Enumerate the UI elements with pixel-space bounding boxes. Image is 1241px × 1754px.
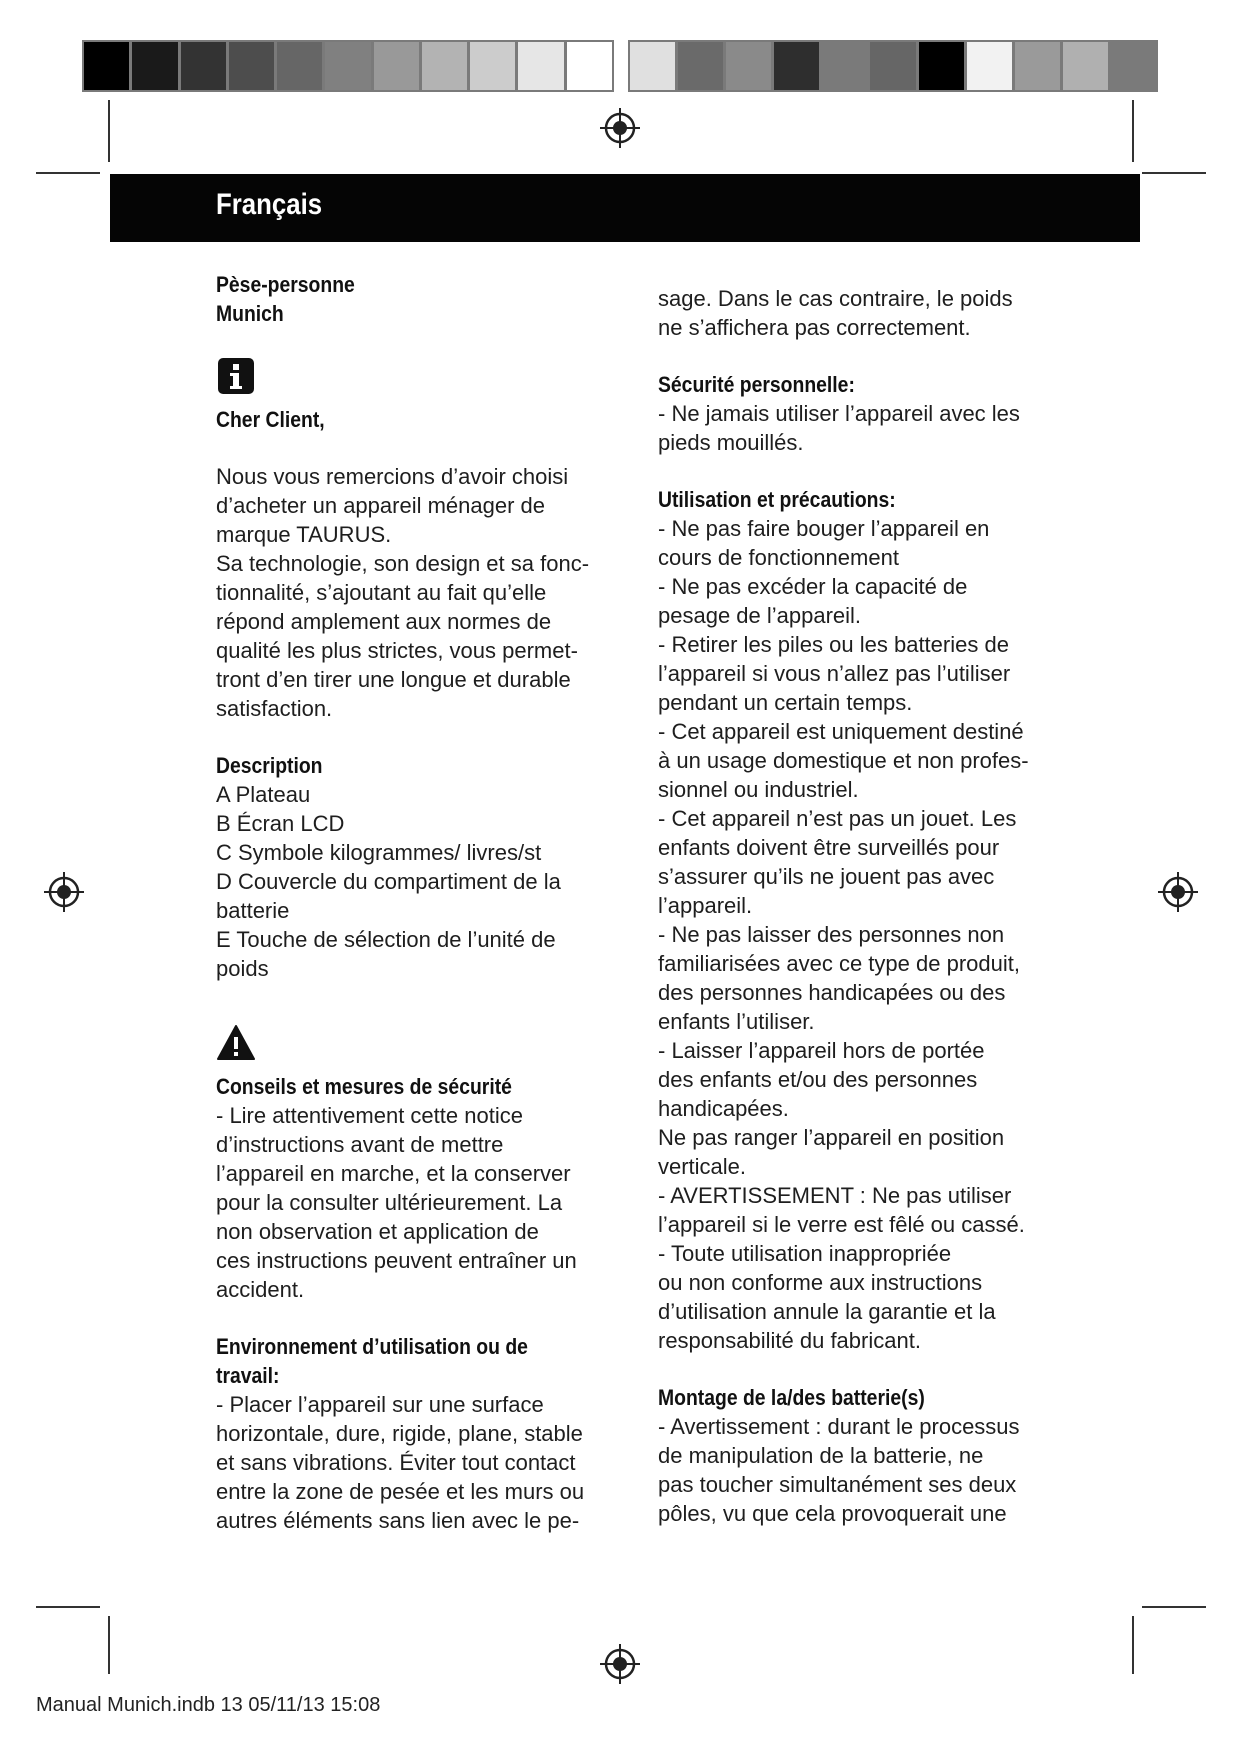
calibration-swatch <box>1015 42 1060 90</box>
left-column <box>216 270 624 1535</box>
calibration-swatch <box>374 42 419 90</box>
greeting: Cher Client, <box>216 407 325 432</box>
calibration-swatch <box>967 42 1012 90</box>
product-model: Munich <box>216 301 284 326</box>
crop-mark <box>108 100 110 162</box>
calibration-swatch <box>325 42 370 90</box>
calibration-swatch <box>774 42 819 90</box>
calibration-swatch <box>84 42 129 90</box>
crop-mark <box>1142 1606 1206 1608</box>
right-column <box>658 284 1068 1528</box>
calibration-swatch <box>678 42 723 90</box>
calibration-swatch <box>1063 42 1108 90</box>
calibration-swatch <box>726 42 771 90</box>
calibration-bar-left <box>82 40 614 92</box>
section-heading-safety: Conseils et mesures de sécurité <box>216 1074 512 1099</box>
crop-mark <box>36 172 100 174</box>
calibration-swatch <box>919 42 964 90</box>
calibration-swatch <box>181 42 226 90</box>
calibration-swatch <box>132 42 177 90</box>
intro-paragraph: Sa technologie, son design et sa fonc- tionnalité, s’ajoutant au fait qu’elle répond amplement aux normes de qualité les plus strictes, vous permet- tront d’en tirer une longue et durable satisfaction. <box>216 551 590 721</box>
registration-target-icon <box>1156 870 1200 914</box>
battery-paragraph: - Avertissement : durant le processus de manipulation de la batterie, ne pas toucher simultanément ses deux pôles, vu que cela provoquerait une <box>658 1414 1020 1526</box>
crop-mark <box>1132 100 1134 162</box>
list-item: C Symbole kilogrammes/ livres/st <box>216 840 542 865</box>
product-type: Pèse-personne <box>216 272 355 297</box>
language-header-band <box>110 174 1140 242</box>
calibration-swatch <box>630 42 675 90</box>
section-heading-description: Description <box>216 753 323 778</box>
crop-mark <box>108 1616 110 1674</box>
crop-mark <box>36 1606 100 1608</box>
calibration-bar-right <box>628 40 1158 92</box>
usage-paragraph: - Ne pas faire bouger l’appareil en cours de fonctionnement - Ne pas excéder la capacité de pesage de l’appareil. - Retirer les piles ou les batteries de l’appareil si vous n’allez pas l’utiliser pendant un certain temps. - Cet appareil est uniquement destiné à un usage domestique et non profes- sionnel ou industriel. - Cet appareil n’est pas un jouet. Les enfants doivent être surveillés pour s’assurer qu’ils ne jouent pas avec l’appareil. - Ne pas laisser des personnes non familiarisées avec ce type de produit, des personnes handicapées ou des enfants l’utiliser. - Laisser l’appareil hors de portée des enfants et/ou des personnes handicapées. Ne pas ranger l’appareil en position verticale. - AVERTISSEMENT : Ne pas utiliser l’appareil si le verre est fêlé ou cassé. - Toute utilisation inappropriée ou non conforme aux instructions d’utilisation annule la garantie et la responsabilité du fabricant. <box>658 516 1029 1353</box>
page-title: Français <box>216 188 323 221</box>
registration-target-icon <box>598 1642 642 1686</box>
print-slug: Manual Munich.indb 13 05/11/13 15:08 <box>36 1694 381 1716</box>
continuation-paragraph: sage. Dans le cas contraire, le poids ne s’affichera pas correctement. <box>658 286 1013 340</box>
calibration-swatch <box>422 42 467 90</box>
calibration-swatch <box>870 42 915 90</box>
calibration-swatch <box>822 42 867 90</box>
list-item: D Couvercle du compartiment de la batterie <box>216 869 561 923</box>
section-heading-battery: Montage de la/des batterie(s) <box>658 1385 925 1410</box>
environment-paragraph: - Placer l’appareil sur une surface horizontale, dure, rigide, plane, stable et sans vibrations. Éviter tout contact entre la zone de pesée et les murs ou autres éléments sans lien avec le pe- <box>216 1392 585 1533</box>
list-item: A Plateau <box>216 782 311 807</box>
calibration-swatch <box>1111 42 1156 90</box>
list-item: B Écran LCD <box>216 811 345 836</box>
calibration-swatch <box>470 42 515 90</box>
personal-safety-paragraph: - Ne jamais utiliser l’appareil avec les pieds mouillés. <box>658 401 1020 455</box>
info-icon <box>216 356 256 396</box>
crop-mark <box>1142 172 1206 174</box>
calibration-swatch <box>277 42 322 90</box>
calibration-swatch <box>567 42 612 90</box>
description-list <box>216 780 624 983</box>
intro-paragraph: Nous vous remercions d’avoir choisi d’acheter un appareil ménager de marque TAURUS. <box>216 464 569 547</box>
list-item: E Touche de sélection de l’unité de poids <box>216 927 556 981</box>
crop-mark <box>1132 1616 1134 1674</box>
registration-target-icon <box>598 106 642 150</box>
section-heading-personal-safety: Sécurité personnelle: <box>658 372 855 397</box>
registration-target-icon <box>42 870 86 914</box>
warning-icon <box>216 1023 256 1063</box>
safety-paragraph: - Lire attentivement cette notice d’instructions avant de mettre l’appareil en marche, et la conserver pour la consulter ultérieurement. La non observation et application de ces instructions peuvent entraîner un accident. <box>216 1103 577 1302</box>
section-heading-usage: Utilisation et précautions: <box>658 487 896 512</box>
calibration-swatch <box>518 42 563 90</box>
calibration-swatch <box>229 42 274 90</box>
section-heading-environment: Environnement d’utilisation ou de travail: <box>216 1334 528 1388</box>
